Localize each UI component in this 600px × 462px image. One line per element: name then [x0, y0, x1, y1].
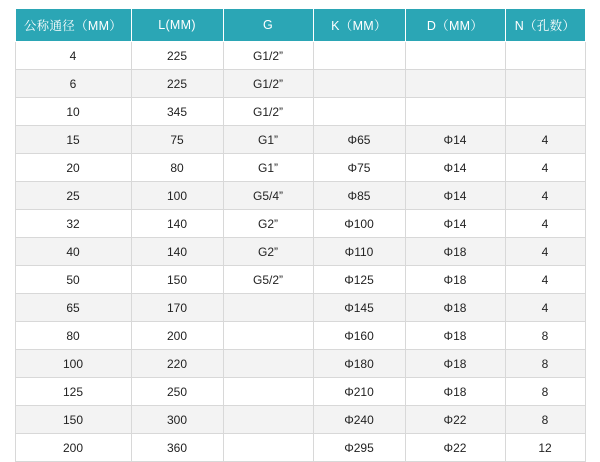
cell-nominal-diameter: 40: [15, 238, 131, 266]
cell-l: 75: [131, 126, 223, 154]
table-row: [15, 434, 585, 462]
cell-d: Φ14: [405, 154, 505, 182]
cell-g: G1/2”: [223, 98, 313, 126]
cell-d: Φ18: [405, 350, 505, 378]
cell-g: G5/4”: [223, 182, 313, 210]
cell-l: 345: [131, 98, 223, 126]
cell-g: [223, 378, 313, 406]
cell-d: Φ22: [405, 434, 505, 462]
cell-g: [223, 322, 313, 350]
cell-k: Φ145: [313, 294, 405, 322]
table-row: [15, 154, 585, 182]
cell-k: [313, 42, 405, 70]
table-row: [15, 322, 585, 350]
cell-d: Φ14: [405, 182, 505, 210]
cell-nominal-diameter: 65: [15, 294, 131, 322]
cell-nominal-diameter: 15: [15, 126, 131, 154]
cell-d: Φ22: [405, 406, 505, 434]
cell-n: 4: [505, 154, 585, 182]
column-header-n: N（孔数）: [505, 9, 585, 42]
cell-n: 12: [505, 434, 585, 462]
table-row: [15, 406, 585, 434]
column-header-l: L(MM): [131, 9, 223, 42]
cell-k: Φ75: [313, 154, 405, 182]
cell-l: 225: [131, 70, 223, 98]
cell-l: 300: [131, 406, 223, 434]
cell-nominal-diameter: 50: [15, 266, 131, 294]
cell-nominal-diameter: 25: [15, 182, 131, 210]
specification-table: [15, 8, 586, 462]
cell-k: Φ65: [313, 126, 405, 154]
cell-g: G1/2”: [223, 70, 313, 98]
cell-l: 220: [131, 350, 223, 378]
cell-l: 100: [131, 182, 223, 210]
cell-nominal-diameter: 6: [15, 70, 131, 98]
cell-k: Φ110: [313, 238, 405, 266]
cell-n: 8: [505, 378, 585, 406]
table-body: [15, 42, 585, 462]
table-row: [15, 210, 585, 238]
column-header-nominal-diameter: 公称通径（MM）: [15, 9, 131, 42]
cell-g: [223, 406, 313, 434]
table-row: [15, 70, 585, 98]
cell-n: 4: [505, 126, 585, 154]
cell-d: Φ14: [405, 210, 505, 238]
table-header-row: [15, 9, 585, 42]
table-row: [15, 182, 585, 210]
cell-nominal-diameter: 150: [15, 406, 131, 434]
cell-nominal-diameter: 4: [15, 42, 131, 70]
cell-d: Φ18: [405, 378, 505, 406]
cell-nominal-diameter: 80: [15, 322, 131, 350]
cell-nominal-diameter: 125: [15, 378, 131, 406]
cell-g: G2”: [223, 238, 313, 266]
cell-l: 360: [131, 434, 223, 462]
cell-l: 200: [131, 322, 223, 350]
cell-g: G2”: [223, 210, 313, 238]
table-row: [15, 350, 585, 378]
cell-n: 8: [505, 406, 585, 434]
cell-n: 8: [505, 322, 585, 350]
cell-k: Φ295: [313, 434, 405, 462]
table-row: [15, 294, 585, 322]
cell-k: Φ210: [313, 378, 405, 406]
cell-g: G1/2”: [223, 42, 313, 70]
cell-g: [223, 434, 313, 462]
cell-n: 4: [505, 266, 585, 294]
column-header-g: G: [223, 9, 313, 42]
cell-l: 150: [131, 266, 223, 294]
cell-n: 4: [505, 238, 585, 266]
cell-d: [405, 42, 505, 70]
cell-g: [223, 350, 313, 378]
cell-n: [505, 98, 585, 126]
cell-l: 80: [131, 154, 223, 182]
cell-n: 4: [505, 182, 585, 210]
cell-nominal-diameter: 10: [15, 98, 131, 126]
table-row: [15, 98, 585, 126]
cell-n: [505, 70, 585, 98]
cell-l: 140: [131, 238, 223, 266]
cell-d: Φ18: [405, 238, 505, 266]
column-header-d: D（MM）: [405, 9, 505, 42]
table-header: [15, 9, 585, 42]
cell-n: [505, 42, 585, 70]
table-row: [15, 126, 585, 154]
cell-g: [223, 294, 313, 322]
table-row: [15, 266, 585, 294]
cell-n: 8: [505, 350, 585, 378]
cell-nominal-diameter: 100: [15, 350, 131, 378]
cell-l: 140: [131, 210, 223, 238]
cell-k: [313, 70, 405, 98]
cell-k: Φ125: [313, 266, 405, 294]
cell-d: Φ18: [405, 294, 505, 322]
cell-k: Φ240: [313, 406, 405, 434]
cell-k: [313, 98, 405, 126]
cell-l: 170: [131, 294, 223, 322]
cell-k: Φ85: [313, 182, 405, 210]
cell-nominal-diameter: 32: [15, 210, 131, 238]
cell-k: Φ100: [313, 210, 405, 238]
cell-nominal-diameter: 20: [15, 154, 131, 182]
cell-l: 225: [131, 42, 223, 70]
cell-n: 4: [505, 210, 585, 238]
cell-d: [405, 70, 505, 98]
cell-n: 4: [505, 294, 585, 322]
table-row: [15, 238, 585, 266]
cell-g: G1”: [223, 154, 313, 182]
column-header-k: K（MM）: [313, 9, 405, 42]
cell-k: Φ180: [313, 350, 405, 378]
cell-g: G5/2”: [223, 266, 313, 294]
cell-l: 250: [131, 378, 223, 406]
table-row: [15, 42, 585, 70]
cell-g: G1”: [223, 126, 313, 154]
cell-d: Φ18: [405, 266, 505, 294]
cell-nominal-diameter: 200: [15, 434, 131, 462]
cell-d: Φ14: [405, 126, 505, 154]
table-row: [15, 378, 585, 406]
cell-k: Φ160: [313, 322, 405, 350]
cell-d: Φ18: [405, 322, 505, 350]
cell-d: [405, 98, 505, 126]
